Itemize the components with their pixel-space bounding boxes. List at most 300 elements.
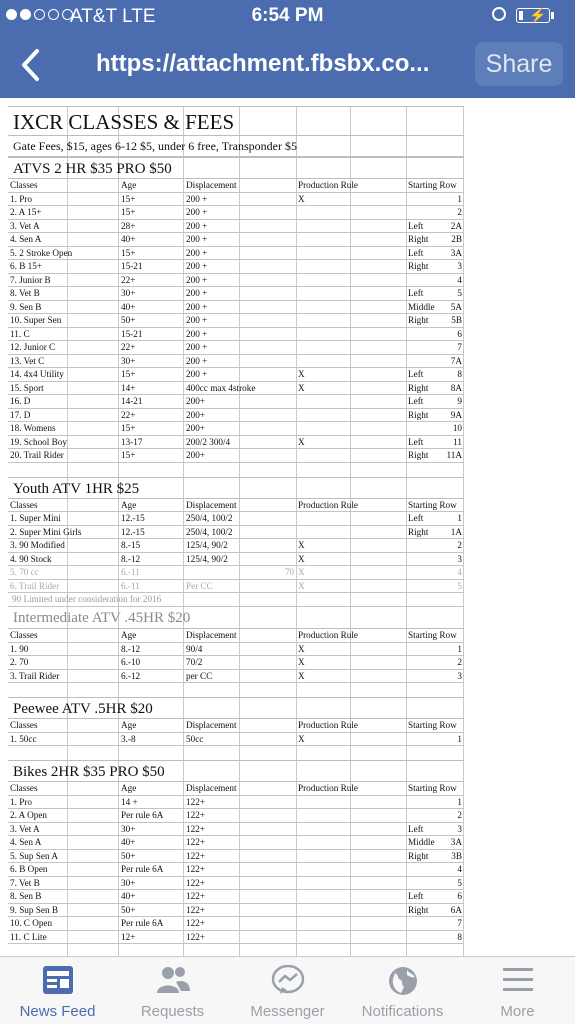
production-rule — [296, 314, 406, 328]
row-number: 9A — [450, 409, 462, 420]
starting-row — [406, 552, 464, 566]
age-range: 15-21 — [119, 260, 184, 274]
displacement: 200+ — [184, 395, 296, 409]
age-range: 40+ — [119, 890, 184, 904]
starting-row — [406, 890, 464, 904]
production-rule: X — [296, 368, 406, 382]
row-number: 6 — [457, 328, 462, 339]
production-rule: X — [296, 579, 406, 593]
class-table — [8, 499, 464, 594]
production-rule: X — [296, 656, 406, 670]
table-row — [8, 903, 464, 917]
displacement: 122+ — [184, 890, 296, 904]
row-number: 4 — [457, 274, 462, 285]
production-rule — [296, 903, 406, 917]
production-rule — [296, 260, 406, 274]
class-name: 10. C Open — [8, 917, 119, 931]
row-side: Right — [408, 526, 429, 537]
table-row — [8, 552, 464, 566]
starting-row — [406, 408, 464, 422]
production-rule — [296, 849, 406, 863]
starting-row — [406, 368, 464, 382]
alarm-icon — [492, 7, 506, 21]
row-number: 2B — [451, 234, 462, 244]
production-rule: X — [296, 732, 406, 746]
age-range: Per rule 6A — [119, 809, 184, 823]
column-header: Starting Row — [406, 782, 464, 795]
column-header: Age — [119, 719, 184, 732]
column-header: Classes — [8, 719, 119, 732]
table-row — [8, 449, 464, 463]
age-range: 15+ — [119, 368, 184, 382]
production-rule — [296, 219, 406, 233]
class-name: 4. 90 Stock — [8, 552, 119, 566]
table-row — [8, 395, 464, 409]
starting-row — [406, 917, 464, 931]
row-number: 1 — [457, 513, 462, 523]
row-number: 6A — [450, 904, 462, 915]
displacement: 200 + — [184, 192, 296, 206]
tab-label: More — [500, 1003, 535, 1020]
starting-row — [406, 642, 464, 656]
tab-label: Messenger — [250, 1003, 325, 1020]
column-header: Displacement — [184, 782, 296, 795]
row-number: 1 — [457, 733, 462, 744]
production-rule — [296, 327, 406, 341]
displacement: 125/4, 90/2 — [184, 552, 296, 566]
class-name: 1. Super Mini — [8, 512, 119, 526]
table-header-row — [8, 629, 464, 642]
table-row — [8, 669, 464, 683]
age-range: 40+ — [119, 300, 184, 314]
row-number: 5 — [457, 580, 462, 591]
column-header: Age — [119, 499, 184, 512]
starting-row — [406, 876, 464, 890]
starting-row — [406, 341, 464, 355]
table-row — [8, 890, 464, 904]
row-number: 3 — [457, 670, 462, 681]
table-row — [8, 435, 464, 449]
table-row — [8, 579, 464, 593]
friend-requests-icon — [154, 965, 192, 995]
age-range: 12.-15 — [119, 525, 184, 539]
gate-fees: Gate Fees, $15, ages 6-12 $5, under 6 free, Transponder $5 — [8, 136, 464, 157]
class-name: 15. Sport — [8, 381, 119, 395]
displacement: 250/4, 100/2 — [184, 512, 296, 526]
starting-row — [406, 435, 464, 449]
starting-row — [406, 566, 464, 580]
displacement: 200+ — [184, 408, 296, 422]
class-name: 5. Sup Sen A — [8, 849, 119, 863]
table-row — [8, 512, 464, 526]
table-row — [8, 422, 464, 436]
row-number: 5 — [457, 288, 462, 298]
displacement: 122+ — [184, 809, 296, 823]
table-row — [8, 354, 464, 368]
row-number: 5A — [450, 301, 462, 312]
age-range: 8.-12 — [119, 642, 184, 656]
class-name: 5. 2 Stroke Open — [8, 246, 119, 260]
displacement: 70/2 — [184, 656, 296, 670]
age-range: 30+ — [119, 822, 184, 836]
class-table — [8, 629, 464, 683]
production-rule — [296, 300, 406, 314]
row-side: Right — [408, 850, 429, 861]
table-row — [8, 341, 464, 355]
row-side: Middle — [408, 301, 435, 312]
age-range: 50+ — [119, 903, 184, 917]
table-row — [8, 327, 464, 341]
displacement: 200 + — [184, 327, 296, 341]
row-side: Left — [408, 436, 424, 447]
production-rule — [296, 863, 406, 877]
age-range: 3.-8 — [119, 732, 184, 746]
production-rule — [296, 512, 406, 526]
age-range: 50+ — [119, 849, 184, 863]
table-header-row — [8, 499, 464, 512]
production-rule — [296, 395, 406, 409]
news-feed-icon — [42, 965, 74, 995]
row-side: Left — [408, 823, 424, 834]
starting-row — [406, 219, 464, 233]
column-header: Age — [119, 179, 184, 192]
displacement: 250/4, 100/2 — [184, 525, 296, 539]
class-name: 5. 70 cc — [8, 566, 119, 580]
table-row — [8, 219, 464, 233]
carrier-label: AT&T LTE — [70, 6, 156, 27]
production-rule — [296, 273, 406, 287]
row-number: 5 — [457, 877, 462, 888]
displacement: 200 + — [184, 206, 296, 220]
age-range: 30+ — [119, 876, 184, 890]
class-name: 9. Sen B — [8, 300, 119, 314]
production-rule: X — [296, 539, 406, 553]
starting-row — [406, 260, 464, 274]
column-header: Starting Row — [406, 179, 464, 192]
class-name: 6. B Open — [8, 863, 119, 877]
class-name: 17. D — [8, 408, 119, 422]
age-range: 22+ — [119, 273, 184, 287]
displacement: 200 + — [184, 219, 296, 233]
age-range: 15+ — [119, 206, 184, 220]
production-rule: X — [296, 192, 406, 206]
displacement: 200+ — [184, 449, 296, 463]
starting-row — [406, 381, 464, 395]
class-name: 11. C Lite — [8, 930, 119, 944]
table-row — [8, 917, 464, 931]
displacement: 122+ — [184, 917, 296, 931]
class-name: 3. Vet A — [8, 822, 119, 836]
starting-row — [406, 287, 464, 301]
starting-row — [406, 669, 464, 683]
production-rule — [296, 917, 406, 931]
production-rule — [296, 795, 406, 809]
table-row — [8, 233, 464, 247]
tab-messenger[interactable] — [230, 957, 345, 1025]
age-range: 8.-12 — [119, 552, 184, 566]
document-page — [8, 106, 464, 956]
row-number: 4 — [457, 864, 462, 874]
row-number: 1A — [450, 526, 462, 537]
starting-row — [406, 525, 464, 539]
displacement: 400cc max 4stroke — [184, 381, 296, 395]
row-number: 2 — [457, 810, 462, 820]
starting-row — [406, 449, 464, 463]
age-range: 6.-11 — [119, 566, 184, 580]
row-number: 3A — [450, 837, 462, 847]
starting-row — [406, 863, 464, 877]
class-table — [8, 179, 464, 463]
row-side: Middle — [408, 837, 435, 847]
row-number: 3 — [457, 823, 462, 834]
production-rule — [296, 525, 406, 539]
class-name: 7. Vet B — [8, 876, 119, 890]
age-range: 15+ — [119, 246, 184, 260]
table-row — [8, 273, 464, 287]
starting-row — [406, 327, 464, 341]
starting-row — [406, 512, 464, 526]
displacement: 200 + — [184, 273, 296, 287]
starting-row — [406, 300, 464, 314]
displacement: 200 + — [184, 341, 296, 355]
row-side: Right — [408, 261, 429, 271]
age-range: 6.-10 — [119, 656, 184, 670]
row-side: Right — [408, 382, 429, 393]
class-name: 3. 90 Modified — [8, 539, 119, 553]
column-header: Displacement — [184, 629, 296, 642]
age-range: 22+ — [119, 408, 184, 422]
age-range: 40+ — [119, 233, 184, 247]
table-row — [8, 732, 464, 746]
starting-row — [406, 422, 464, 436]
row-number: 10 — [452, 423, 462, 433]
row-number: 2 — [457, 657, 462, 667]
class-name: 12. Junior C — [8, 341, 119, 355]
class-name: 1. 90 — [8, 642, 119, 656]
tab-news-feed[interactable] — [0, 957, 115, 1025]
class-name: 18. Womens — [8, 422, 119, 436]
age-range: Per rule 6A — [119, 917, 184, 931]
table-row — [8, 260, 464, 274]
starting-row — [406, 849, 464, 863]
table-header-row — [8, 179, 464, 192]
tab-requests[interactable] — [115, 957, 230, 1025]
row-number: 2 — [457, 207, 462, 217]
table-row — [8, 368, 464, 382]
column-header: Production Rule — [296, 499, 406, 512]
row-number: 11 — [453, 436, 462, 447]
class-table — [8, 719, 464, 746]
column-header: Production Rule — [296, 782, 406, 795]
displacement: 122+ — [184, 903, 296, 917]
class-name: 8. Vet B — [8, 287, 119, 301]
row-number: 2 — [457, 540, 462, 550]
displacement: 122+ — [184, 822, 296, 836]
class-name: 1. Pro — [8, 192, 119, 206]
section-note: 90 Limited under consideration for 2016 — [8, 593, 464, 607]
tab-more[interactable] — [460, 957, 575, 1025]
document-title: IXCR CLASSES & FEES — [8, 106, 464, 136]
column-header: Starting Row — [406, 499, 464, 512]
table-header-row — [8, 782, 464, 795]
table-row — [8, 408, 464, 422]
section-title: Youth ATV 1HR $25 — [8, 477, 464, 499]
displacement: 200+ — [184, 422, 296, 436]
column-header: Classes — [8, 629, 119, 642]
row-number: 1 — [457, 643, 462, 654]
age-range: 15+ — [119, 422, 184, 436]
displacement: 125/4, 90/2 — [184, 539, 296, 553]
production-rule — [296, 206, 406, 220]
starting-row — [406, 354, 464, 368]
row-number: 7 — [457, 342, 462, 352]
section-title: ATVS 2 HR $35 PRO $50 — [8, 157, 464, 179]
column-header: Production Rule — [296, 629, 406, 642]
table-row — [8, 539, 464, 553]
row-number: 6 — [457, 891, 462, 901]
back-chevron-icon[interactable] — [20, 48, 42, 82]
column-header: Production Rule — [296, 179, 406, 192]
production-rule — [296, 246, 406, 260]
production-rule: X — [296, 566, 406, 580]
production-rule: X — [296, 552, 406, 566]
starting-row — [406, 539, 464, 553]
section-title: Intermediate ATV .45HR $20 — [8, 607, 464, 629]
age-range: 40+ — [119, 836, 184, 850]
table-row — [8, 287, 464, 301]
column-header: Age — [119, 629, 184, 642]
class-name: 1. Pro — [8, 795, 119, 809]
row-side: Left — [408, 369, 424, 379]
messenger-icon — [271, 965, 305, 997]
row-number: 1 — [457, 193, 462, 204]
production-rule — [296, 287, 406, 301]
table-row — [8, 642, 464, 656]
age-range: 14+ — [119, 381, 184, 395]
age-range: 30+ — [119, 287, 184, 301]
age-range: 30+ — [119, 354, 184, 368]
table-row — [8, 809, 464, 823]
production-rule — [296, 809, 406, 823]
production-rule — [296, 822, 406, 836]
displacement: 122+ — [184, 876, 296, 890]
class-name: 7. Junior B — [8, 273, 119, 287]
class-name: 10. Super Sen — [8, 314, 119, 328]
starting-row — [406, 732, 464, 746]
column-header: Production Rule — [296, 719, 406, 732]
displacement: 200 + — [184, 314, 296, 328]
menu-icon — [502, 965, 534, 993]
class-name: 2. A Open — [8, 809, 119, 823]
row-number: 8 — [457, 931, 462, 942]
production-rule — [296, 408, 406, 422]
production-rule — [296, 876, 406, 890]
share-button[interactable]: Share — [475, 42, 563, 86]
row-side: Left — [408, 288, 424, 298]
production-rule — [296, 354, 406, 368]
class-name: 19. School Boy — [8, 435, 119, 449]
table-row — [8, 876, 464, 890]
class-name: 13. Vet C — [8, 354, 119, 368]
production-rule — [296, 422, 406, 436]
table-row — [8, 566, 464, 580]
age-range: 15-21 — [119, 327, 184, 341]
row-side: Left — [408, 513, 424, 523]
row-number: 8A — [450, 382, 462, 393]
row-number: 4 — [457, 567, 462, 577]
starting-row — [406, 273, 464, 287]
table-row — [8, 836, 464, 850]
row-side: Left — [408, 247, 424, 258]
displacement: 200 + — [184, 368, 296, 382]
starting-row — [406, 579, 464, 593]
table-row — [8, 246, 464, 260]
age-range: Per rule 6A — [119, 863, 184, 877]
table-row — [8, 795, 464, 809]
url-display[interactable]: https://attachment.fbsbx.co... — [96, 50, 430, 77]
row-number: 3A — [450, 247, 462, 258]
starting-row — [406, 903, 464, 917]
tab-notifications[interactable] — [345, 957, 460, 1025]
class-name: 1. 50cc — [8, 732, 119, 746]
class-name: 14. 4x4 Utility — [8, 368, 119, 382]
row-side: Right — [408, 315, 429, 325]
tab-label: News Feed — [19, 1003, 96, 1020]
production-rule — [296, 930, 406, 944]
starting-row — [406, 930, 464, 944]
row-number: 9 — [457, 396, 462, 406]
table-row — [8, 314, 464, 328]
class-name: 2. 70 — [8, 656, 119, 670]
row-number: 7 — [457, 918, 462, 928]
starting-row — [406, 192, 464, 206]
globe-icon — [387, 965, 419, 997]
column-header: Classes — [8, 499, 119, 512]
displacement: per CC — [184, 669, 296, 683]
age-range: 12+ — [119, 930, 184, 944]
class-name: 16. D — [8, 395, 119, 409]
class-name: 8. Sen B — [8, 890, 119, 904]
row-number: 11A — [446, 450, 462, 460]
class-name: 20. Trail Rider — [8, 449, 119, 463]
age-range: 15+ — [119, 192, 184, 206]
document-viewer[interactable] — [0, 98, 575, 956]
table-row — [8, 822, 464, 836]
starting-row — [406, 246, 464, 260]
production-rule: X — [296, 642, 406, 656]
section-title: Bikes 2HR $35 PRO $50 — [8, 760, 464, 782]
row-side: Right — [408, 904, 429, 915]
displacement: 200 + — [184, 300, 296, 314]
age-range: 50+ — [119, 314, 184, 328]
age-range: 22+ — [119, 341, 184, 355]
column-header: Classes — [8, 179, 119, 192]
starting-row — [406, 395, 464, 409]
age-range: 28+ — [119, 219, 184, 233]
table-row — [8, 656, 464, 670]
displacement: 122+ — [184, 849, 296, 863]
column-header: Starting Row — [406, 629, 464, 642]
production-rule: X — [296, 669, 406, 683]
displacement: 200 + — [184, 260, 296, 274]
row-number: 8 — [457, 369, 462, 379]
column-header: Age — [119, 782, 184, 795]
displacement: 200 + — [184, 246, 296, 260]
table-header-row — [8, 719, 464, 732]
starting-row — [406, 809, 464, 823]
age-range: 6.-11 — [119, 579, 184, 593]
row-number: 1 — [457, 796, 462, 807]
